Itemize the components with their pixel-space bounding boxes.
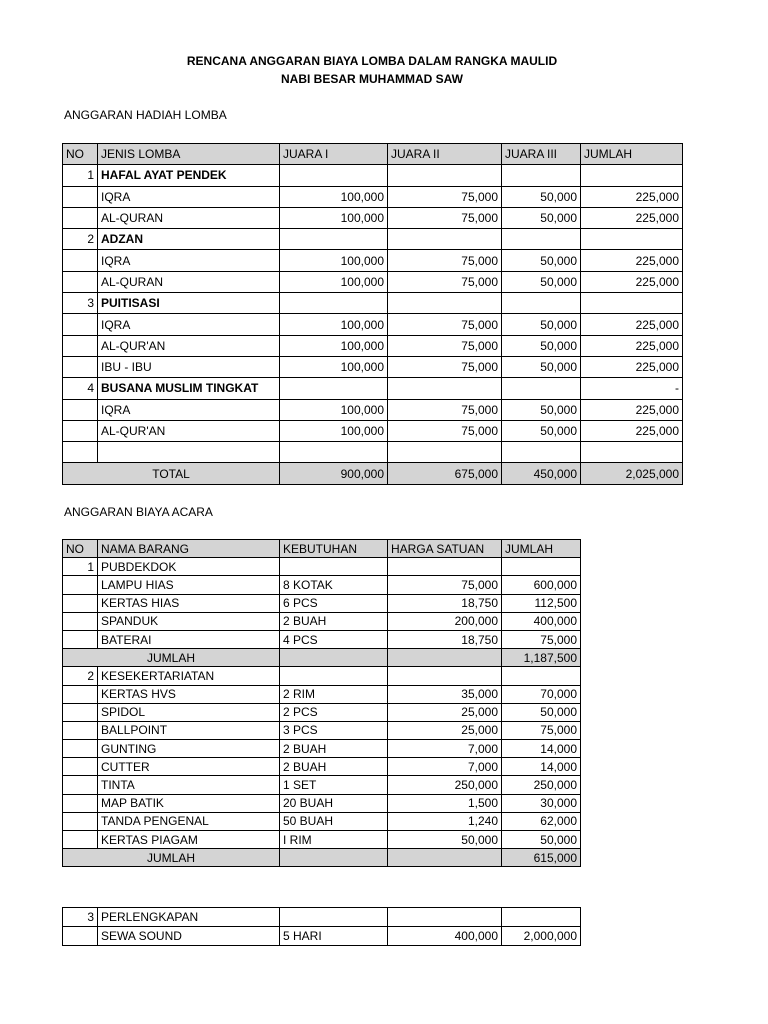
- row-number: 2: [63, 229, 98, 250]
- unit-price-cell: 1,500: [388, 794, 502, 812]
- quantity-cell: 4 PCS: [280, 630, 388, 648]
- amount-cell: 75,000: [502, 721, 581, 739]
- unit-price-cell: 35,000: [388, 685, 502, 703]
- amount-cell: 100,000: [280, 356, 388, 377]
- section-label-event-cost: ANGGARAN BIAYA ACARA: [64, 505, 213, 519]
- table-row: [63, 612, 581, 630]
- amount-cell: [280, 442, 388, 463]
- amount-cell: 50,000: [502, 271, 581, 292]
- table-row: [63, 378, 683, 399]
- equipment-cost-table: [62, 907, 581, 946]
- item-name: MAP BATIK: [98, 794, 280, 812]
- table-header-row: [63, 144, 683, 165]
- row-number: 4: [63, 378, 98, 399]
- unit-price-cell: [388, 558, 502, 576]
- unit-price-cell: 50,000: [388, 831, 502, 849]
- document-title-line-2: NABI BESAR MUHAMMAD SAW: [281, 72, 463, 86]
- quantity-cell: 6 PCS: [280, 594, 388, 612]
- amount-cell: [581, 442, 683, 463]
- item-name: KERTAS HVS: [98, 685, 280, 703]
- item-name: TINTA: [98, 776, 280, 794]
- row-number: [63, 442, 98, 463]
- amount-cell: 100,000: [280, 314, 388, 335]
- table-row: [63, 703, 581, 721]
- row-number: [63, 399, 98, 420]
- table-row: [63, 740, 581, 758]
- amount-cell: [388, 442, 502, 463]
- row-number: [63, 186, 98, 207]
- unit-price-cell: 18,750: [388, 630, 502, 648]
- total-amount: 450,000: [502, 463, 581, 484]
- quantity-cell: [280, 649, 388, 667]
- total-amount: 675,000: [388, 463, 502, 484]
- amount-cell: 225,000: [581, 207, 683, 228]
- amount-cell: 400,000: [502, 612, 581, 630]
- amount-cell: [502, 558, 581, 576]
- row-number: [63, 356, 98, 377]
- row-number: [63, 250, 98, 271]
- amount-cell: [581, 229, 683, 250]
- row-number: [63, 685, 98, 703]
- row-number: [63, 831, 98, 849]
- amount-cell: 50,000: [502, 831, 581, 849]
- amount-cell: [280, 229, 388, 250]
- column-header: JUARA III: [502, 144, 581, 165]
- table-row: [63, 356, 683, 377]
- item-name: IQRA: [98, 399, 280, 420]
- item-name: KERTAS PIAGAM: [98, 831, 280, 849]
- amount-cell: [388, 378, 502, 399]
- amount-cell: -: [581, 378, 683, 399]
- amount-cell: 100,000: [280, 271, 388, 292]
- amount-cell: 75,000: [388, 207, 502, 228]
- amount-cell: [388, 165, 502, 186]
- amount-cell: [280, 378, 388, 399]
- row-number: [63, 612, 98, 630]
- table-row: [63, 442, 683, 463]
- category-name: PUBDEKDOK: [98, 558, 280, 576]
- column-header: NAMA BARANG: [98, 540, 280, 558]
- amount-cell: 112,500: [502, 594, 581, 612]
- row-number: [63, 927, 98, 946]
- table-row: [63, 165, 683, 186]
- item-name: IQRA: [98, 314, 280, 335]
- amount-cell: 225,000: [581, 399, 683, 420]
- item-name: SPANDUK: [98, 612, 280, 630]
- row-number: [63, 207, 98, 228]
- amount-cell: 225,000: [581, 186, 683, 207]
- table-row: [63, 908, 581, 927]
- row-number: 1: [63, 165, 98, 186]
- item-name: AL-QURAN: [98, 207, 280, 228]
- item-name: LAMPU HIAS: [98, 576, 280, 594]
- quantity-cell: [280, 908, 388, 927]
- item-name: CUTTER: [98, 758, 280, 776]
- quantity-cell: 2 PCS: [280, 703, 388, 721]
- row-number: [63, 794, 98, 812]
- amount-cell: 600,000: [502, 576, 581, 594]
- item-name: TANDA PENGENAL: [98, 812, 280, 830]
- amount-cell: 100,000: [280, 335, 388, 356]
- amount-cell: 225,000: [581, 271, 683, 292]
- amount-cell: [502, 442, 581, 463]
- unit-price-cell: 250,000: [388, 776, 502, 794]
- unit-price-cell: [388, 849, 502, 867]
- unit-price-cell: 200,000: [388, 612, 502, 630]
- amount-cell: 70,000: [502, 685, 581, 703]
- amount-cell: 75,000: [388, 250, 502, 271]
- column-header: JENIS LOMBA: [98, 144, 280, 165]
- amount-cell: 50,000: [502, 314, 581, 335]
- column-header: HARGA SATUAN: [388, 540, 502, 558]
- amount-cell: 225,000: [581, 335, 683, 356]
- table-header-row: [63, 540, 581, 558]
- row-number: [63, 740, 98, 758]
- amount-cell: 1,187,500: [502, 649, 581, 667]
- subtotal-label: JUMLAH: [63, 649, 280, 667]
- amount-cell: [280, 293, 388, 314]
- quantity-cell: 3 PCS: [280, 721, 388, 739]
- table-row: [63, 271, 683, 292]
- amount-cell: 2,000,000: [502, 927, 581, 946]
- amount-cell: 100,000: [280, 186, 388, 207]
- category-name: BUSANA MUSLIM TINGKAT: [98, 378, 280, 399]
- row-number: [63, 812, 98, 830]
- amount-cell: 225,000: [581, 420, 683, 441]
- quantity-cell: 2 BUAH: [280, 740, 388, 758]
- amount-cell: 75,000: [388, 186, 502, 207]
- total-row: [63, 463, 683, 484]
- row-number: [63, 776, 98, 794]
- amount-cell: 100,000: [280, 207, 388, 228]
- total-amount: 2,025,000: [581, 463, 683, 484]
- category-name: KESEKERTARIATAN: [98, 667, 280, 685]
- table-row: [63, 420, 683, 441]
- row-number: [63, 271, 98, 292]
- amount-cell: 250,000: [502, 776, 581, 794]
- item-name: AL-QUR'AN: [98, 335, 280, 356]
- quantity-cell: 20 BUAH: [280, 794, 388, 812]
- amount-cell: 50,000: [502, 335, 581, 356]
- row-number: [63, 576, 98, 594]
- amount-cell: 75,000: [502, 630, 581, 648]
- item-name: IQRA: [98, 250, 280, 271]
- category-name: PERLENGKAPAN: [98, 908, 280, 927]
- quantity-cell: [280, 558, 388, 576]
- row-number: 2: [63, 667, 98, 685]
- table-row: [63, 685, 581, 703]
- table-row: [63, 927, 581, 946]
- amount-cell: 50,000: [502, 356, 581, 377]
- table-row: [63, 229, 683, 250]
- row-number: [63, 703, 98, 721]
- category-name: ADZAN: [98, 229, 280, 250]
- table-row: [63, 794, 581, 812]
- quantity-cell: [280, 667, 388, 685]
- row-number: 3: [63, 293, 98, 314]
- item-name: AL-QUR'AN: [98, 420, 280, 441]
- amount-cell: 14,000: [502, 740, 581, 758]
- table-row: [63, 576, 581, 594]
- table-row: [63, 776, 581, 794]
- row-number: [63, 758, 98, 776]
- quantity-cell: [280, 849, 388, 867]
- table-row: [63, 831, 581, 849]
- item-name: BATERAI: [98, 630, 280, 648]
- category-name: PUITISASI: [98, 293, 280, 314]
- amount-cell: 75,000: [388, 314, 502, 335]
- item-name: GUNTING: [98, 740, 280, 758]
- unit-price-cell: 18,750: [388, 594, 502, 612]
- column-header: JUARA II: [388, 144, 502, 165]
- table-row: [63, 250, 683, 271]
- amount-cell: 75,000: [388, 420, 502, 441]
- column-header: JUMLAH: [502, 540, 581, 558]
- total-label: TOTAL: [63, 463, 280, 484]
- amount-cell: 75,000: [388, 271, 502, 292]
- amount-cell: 50,000: [502, 420, 581, 441]
- item-name: IBU - IBU: [98, 356, 280, 377]
- table-row: [63, 630, 581, 648]
- unit-price-cell: 7,000: [388, 740, 502, 758]
- quantity-cell: 8 KOTAK: [280, 576, 388, 594]
- table-row: [63, 667, 581, 685]
- amount-cell: [502, 378, 581, 399]
- amount-cell: [502, 165, 581, 186]
- amount-cell: 75,000: [388, 399, 502, 420]
- table-row: [63, 721, 581, 739]
- column-header: JUARA I: [280, 144, 388, 165]
- amount-cell: 225,000: [581, 356, 683, 377]
- table-row: [63, 314, 683, 335]
- table-row: [63, 558, 581, 576]
- column-header: JUMLAH: [581, 144, 683, 165]
- amount-cell: 30,000: [502, 794, 581, 812]
- quantity-cell: I RIM: [280, 831, 388, 849]
- table-row: [63, 293, 683, 314]
- amount-cell: [502, 667, 581, 685]
- quantity-cell: 2 BUAH: [280, 612, 388, 630]
- item-name: SPIDOL: [98, 703, 280, 721]
- table-row: [63, 812, 581, 830]
- total-amount: 900,000: [280, 463, 388, 484]
- item-name: KERTAS HIAS: [98, 594, 280, 612]
- unit-price-cell: [388, 649, 502, 667]
- unit-price-cell: [388, 908, 502, 927]
- prize-budget-table: [62, 143, 683, 485]
- quantity-cell: 50 BUAH: [280, 812, 388, 830]
- amount-cell: 50,000: [502, 399, 581, 420]
- amount-cell: [581, 165, 683, 186]
- row-number: [63, 314, 98, 335]
- amount-cell: [581, 293, 683, 314]
- amount-cell: 50,000: [502, 703, 581, 721]
- unit-price-cell: 1,240: [388, 812, 502, 830]
- amount-cell: 225,000: [581, 314, 683, 335]
- subtotal-row: [63, 849, 581, 867]
- amount-cell: 100,000: [280, 399, 388, 420]
- amount-cell: [502, 293, 581, 314]
- amount-cell: [502, 229, 581, 250]
- amount-cell: 100,000: [280, 250, 388, 271]
- amount-cell: 62,000: [502, 812, 581, 830]
- item-name: [98, 442, 280, 463]
- unit-price-cell: 25,000: [388, 703, 502, 721]
- unit-price-cell: 75,000: [388, 576, 502, 594]
- amount-cell: 50,000: [502, 186, 581, 207]
- amount-cell: 615,000: [502, 849, 581, 867]
- item-name: AL-QURAN: [98, 271, 280, 292]
- item-name: IQRA: [98, 186, 280, 207]
- table-row: [63, 594, 581, 612]
- amount-cell: [388, 293, 502, 314]
- subtotal-row: [63, 649, 581, 667]
- amount-cell: 75,000: [388, 356, 502, 377]
- unit-price-cell: 400,000: [388, 927, 502, 946]
- unit-price-cell: [388, 667, 502, 685]
- amount-cell: 225,000: [581, 250, 683, 271]
- item-name: SEWA SOUND: [98, 927, 280, 946]
- row-number: [63, 721, 98, 739]
- quantity-cell: 1 SET: [280, 776, 388, 794]
- section-label-prize-budget: ANGGARAN HADIAH LOMBA: [64, 108, 227, 122]
- subtotal-label: JUMLAH: [63, 849, 280, 867]
- row-number: [63, 630, 98, 648]
- column-header: NO: [63, 144, 98, 165]
- row-number: 3: [63, 908, 98, 927]
- row-number: [63, 420, 98, 441]
- column-header: KEBUTUHAN: [280, 540, 388, 558]
- row-number: [63, 594, 98, 612]
- table-row: [63, 758, 581, 776]
- amount-cell: 75,000: [388, 335, 502, 356]
- table-row: [63, 186, 683, 207]
- quantity-cell: 2 RIM: [280, 685, 388, 703]
- unit-price-cell: 25,000: [388, 721, 502, 739]
- document-title-line-1: RENCANA ANGGARAN BIAYA LOMBA DALAM RANGKA MAULID: [186, 54, 558, 68]
- amount-cell: 50,000: [502, 207, 581, 228]
- column-header: NO: [63, 540, 98, 558]
- unit-price-cell: 7,000: [388, 758, 502, 776]
- category-name: HAFAL AYAT PENDEK: [98, 165, 280, 186]
- amount-cell: [502, 908, 581, 927]
- amount-cell: [388, 229, 502, 250]
- amount-cell: 50,000: [502, 250, 581, 271]
- quantity-cell: 2 BUAH: [280, 758, 388, 776]
- event-cost-table: [62, 539, 581, 867]
- table-row: [63, 399, 683, 420]
- item-name: BALLPOINT: [98, 721, 280, 739]
- table-row: [63, 335, 683, 356]
- amount-cell: [280, 165, 388, 186]
- quantity-cell: 5 HARI: [280, 927, 388, 946]
- amount-cell: 14,000: [502, 758, 581, 776]
- row-number: [63, 335, 98, 356]
- row-number: 1: [63, 558, 98, 576]
- amount-cell: 100,000: [280, 420, 388, 441]
- table-row: [63, 207, 683, 228]
